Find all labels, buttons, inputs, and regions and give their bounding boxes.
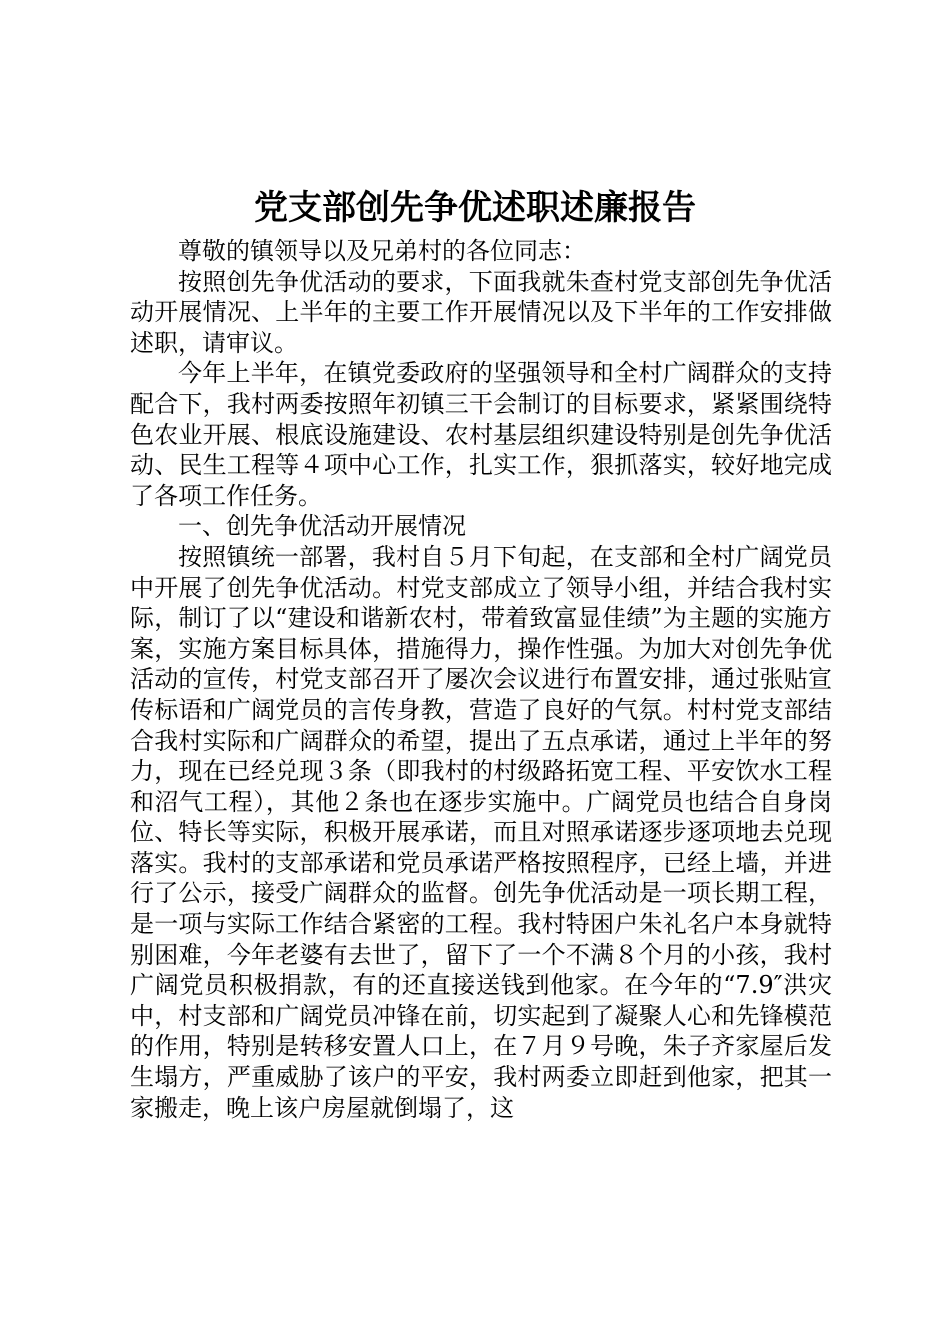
- paragraph-summary: 今年上半年，在镇党委政府的坚强领导和全村广阔群众的支持配合下，我村两委按照年初镇三干会制订的目标要求，紧紧围绕特色农业开展、根底设施建设、农村基层组织建设特别是创先争优活动、民生工程等４项中心工作，扎实工作，狠抓落实，较好地完成了各项工作任务。: [130, 359, 832, 510]
- salutation: 尊敬的镇领导以及兄弟村的各位同志：: [178, 237, 586, 265]
- paragraph-intro: 按照创先争优活动的要求，下面我就朱查村党支部创先争优活动开展情况、上半年的主要工作开展情况以及下半年的工作安排做述职，请审议。: [130, 267, 832, 357]
- paragraph-activities: 按照镇统一部署，我村自５月下旬起，在支部和全村广阔党员中开展了创先争优活动。村党支部成立了领导小组，并结合我村实际，制订了以“建设和谐新农村，带着致富显佳绩”为主题的实施方案，实施方案目标具体，措施得力，操作性强。为加大对创先争优活动的宣传，村党支部召开了屡次会议进行布置安排，通过张贴宣传标语和广阔党员的言传身教，营造了良好的气氛。村村党支部结合我村实际和广阔群众的希望，提出了五点承诺，通过上半年的努力，现在已经兑现３条（即我村的村级路拓宽工程、平安饮水工程和沼气工程），其他２条也在逐步实施中。广阔党员也结合自身岗位、特长等实际，积极开展承诺，而且对照承诺逐步逐项地去兑现落实。我村的支部承诺和党员承诺严格按照程序，已经上墙，并进行了公示，接受广阔群众的监督。创先争优活动是一项长期工程，是一项与实际工作结合紧密的工程。我村特困户朱礼名户本身就特别困难，今年老婆有去世了，留下了一个不满８个月的小孩，我村广阔党员积极捐款，有的还直接送钱到他家。在今年的“7.9″洪灾中，村支部和广阔党员冲锋在前，切实起到了凝聚人心和先锋模范的作用，特别是转移安置人口上，在７月９号晚，朱子齐家屋后发生塌方，严重威胁了该户的平安，我村两委立即赶到他家，把其一家搬走，晚上该户房屋就倒塌了，这: [130, 542, 832, 1122]
- document-title: 党支部创先争优述职述廉报告: [254, 188, 696, 228]
- section-heading: 一、创先争优活动开展情况: [178, 512, 466, 541]
- document-body: [130, 236, 832, 1123]
